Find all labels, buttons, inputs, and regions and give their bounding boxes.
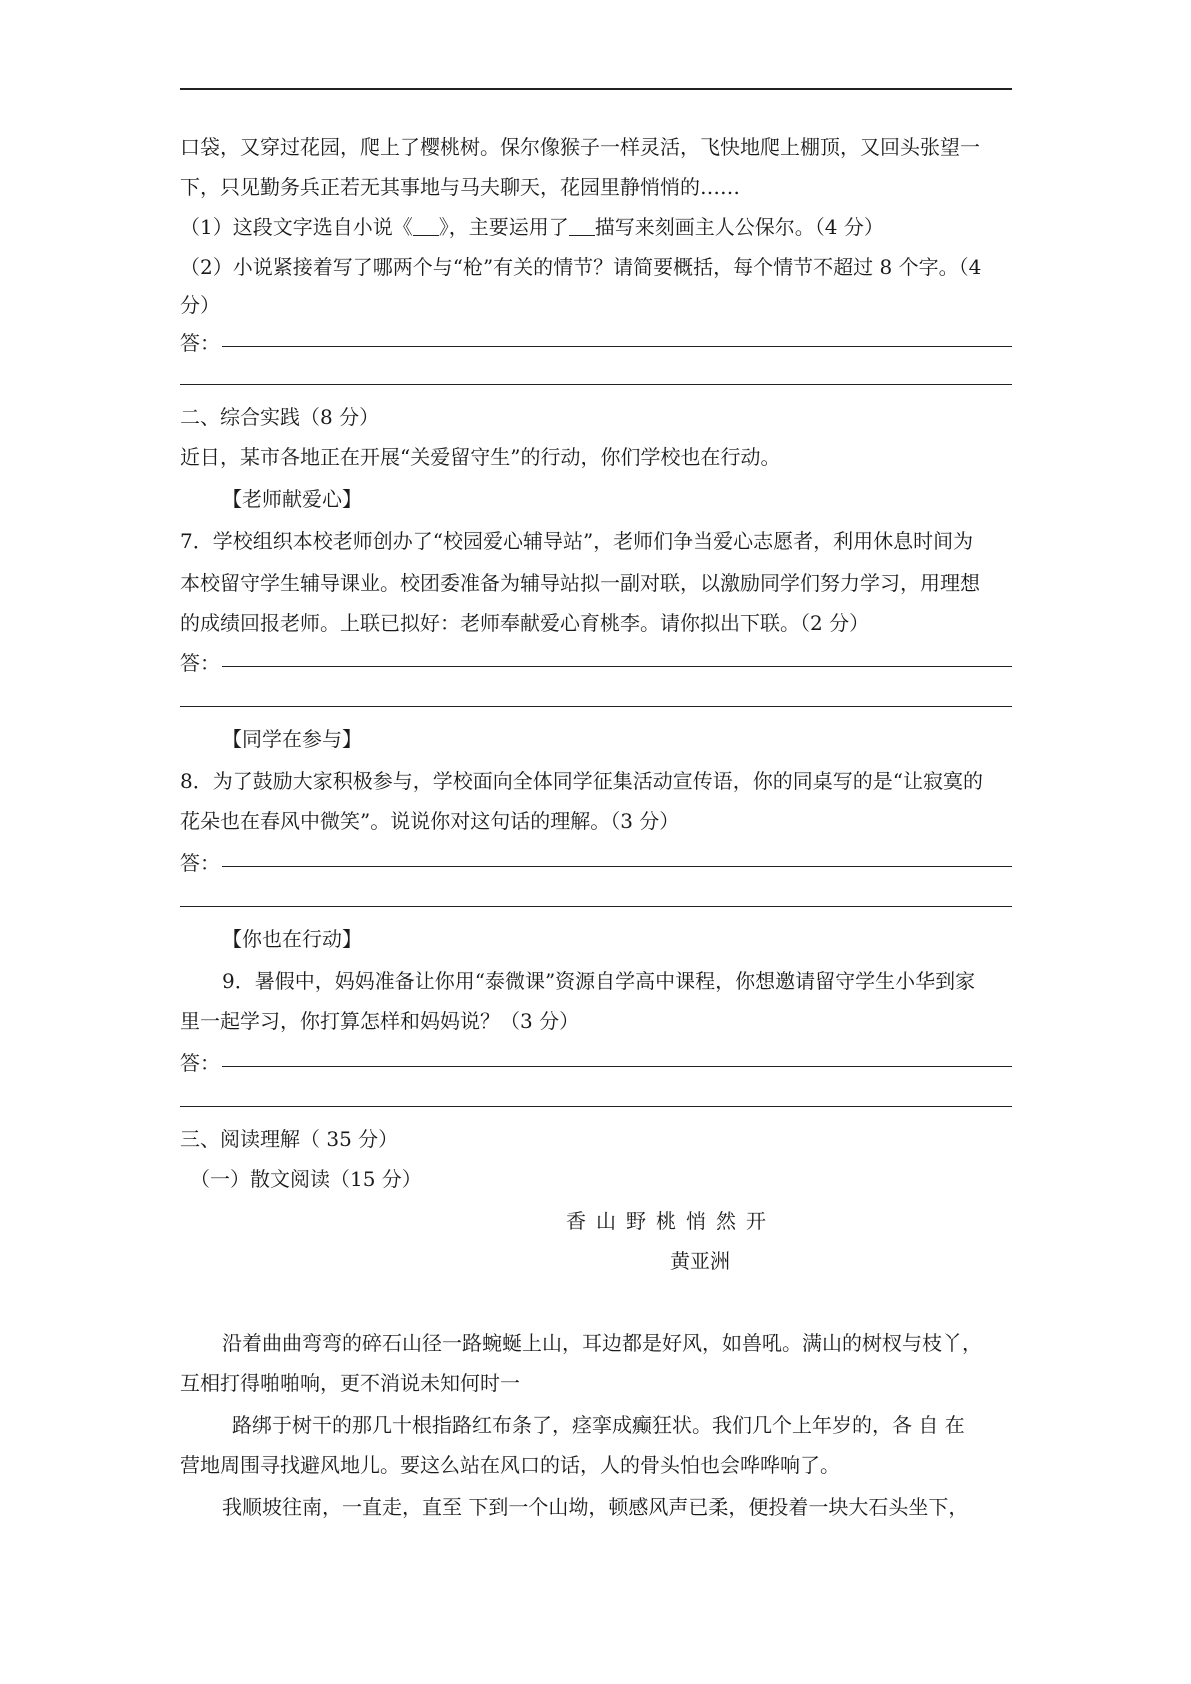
section-2-heading: 二、综合实践（8 分）: [180, 405, 380, 429]
question-8-line: 8．为了鼓励大家积极参与，学校面向全体同学征集活动宣传语，你的同桌写的是“让寂寞的: [180, 769, 983, 793]
essay-paragraph-line: 我顺坡往南，一直走，直至 下到一个山坳，顿感风声已柔，便投着一块大石头坐下，: [222, 1495, 969, 1519]
answer-line[interactable]: [180, 706, 1012, 707]
question-7-line: 7．学校组织本校老师创办了“校园爱心辅导站”，老师们争当爱心志愿者，利用休息时间为: [180, 529, 974, 553]
answer-label: 答：: [180, 651, 220, 675]
question-9-line: 里一起学习，你打算怎样和妈妈说？（3 分）: [180, 1009, 580, 1033]
answer-line[interactable]: [180, 1106, 1012, 1107]
answer-line[interactable]: [222, 666, 1012, 667]
answer-line[interactable]: [180, 384, 1012, 385]
blank-novel-title[interactable]: [413, 217, 439, 236]
essay-paragraph-line: 沿着曲曲弯弯的碎石山径一路蜿蜒上山，耳边都是好风，如兽吼。满山的树杈与枝丫，: [222, 1331, 982, 1355]
question-7-line: 本校留守学生辅导课业。校团委准备为辅导站拟一副对联，以激励同学们努力学习，用理想: [180, 571, 980, 595]
subheading-students: 【同学在参与】: [222, 727, 362, 751]
essay-author: 黄亚洲: [670, 1249, 730, 1273]
essay-paragraph-line: 路绑于树干的那几十根指路红布条了，痉挛成癫狂状。我们几个上年岁的，各 自 在: [232, 1413, 965, 1437]
question-2-line: （2）小说紧接着写了哪两个与“枪”有关的情节？请简要概括，每个情节不超过 8 个字。（4: [180, 255, 982, 279]
answer-line[interactable]: [222, 1066, 1012, 1067]
section-3-subheading: （一）散文阅读（15 分）: [190, 1167, 422, 1191]
essay-title: 香山野桃悄然开: [566, 1209, 776, 1233]
question-7-line: 的成绩回报老师。上联已拟好：老师奉献爱心育桃李。请你拟出下联。（2 分）: [180, 611, 870, 635]
subheading-you: 【你也在行动】: [222, 927, 362, 951]
answer-line[interactable]: [222, 346, 1012, 347]
answer-label: 答：: [180, 331, 220, 355]
question-9-line: 9．暑假中，妈妈准备让你用“泰微课”资源自学高中课程，你想邀请留守学生小华到家: [222, 969, 976, 993]
question-8-line: 花朵也在春风中微笑”。说说你对这句话的理解。（3 分）: [180, 809, 680, 833]
subheading-teacher: 【老师献爱心】: [222, 487, 362, 511]
header-rule: [180, 88, 1012, 90]
essay-paragraph-line: 营地周围寻找避风地儿。要这么站在风口的话，人的骨头怕也会哗哗响了。: [180, 1453, 840, 1477]
blank-description-type[interactable]: [569, 217, 595, 236]
answer-label: 答：: [180, 851, 220, 875]
passage-line: 口袋，又穿过花园，爬上了樱桃树。保尔像猴子一样灵活，飞快地爬上棚顶，又回头张望一: [180, 135, 980, 159]
passage-line: 下，只见勤务兵正若无其事地与马夫聊天，花园里静悄悄的……: [180, 175, 740, 199]
essay-paragraph-line: 互相打得啪啪响，更不消说未知何时一: [180, 1371, 520, 1395]
question-2-line: 分）: [180, 293, 220, 317]
answer-line[interactable]: [222, 866, 1012, 867]
section-3-heading: 三、阅读理解（ 35 分）: [180, 1127, 399, 1151]
question-1: [180, 206, 1015, 248]
question-1-text-c: 描写来刻画主人公保尔。（4 分）: [594, 215, 884, 239]
answer-line[interactable]: [180, 906, 1012, 907]
question-1-text-b: 》，主要运用了: [438, 215, 569, 239]
answer-label: 答：: [180, 1051, 220, 1075]
question-1-text-a: （1）这段文字选自小说《: [180, 215, 413, 239]
section-2-intro: 近日，某市各地正在开展“关爱留守生”的行动，你们学校也在行动。: [180, 445, 781, 469]
